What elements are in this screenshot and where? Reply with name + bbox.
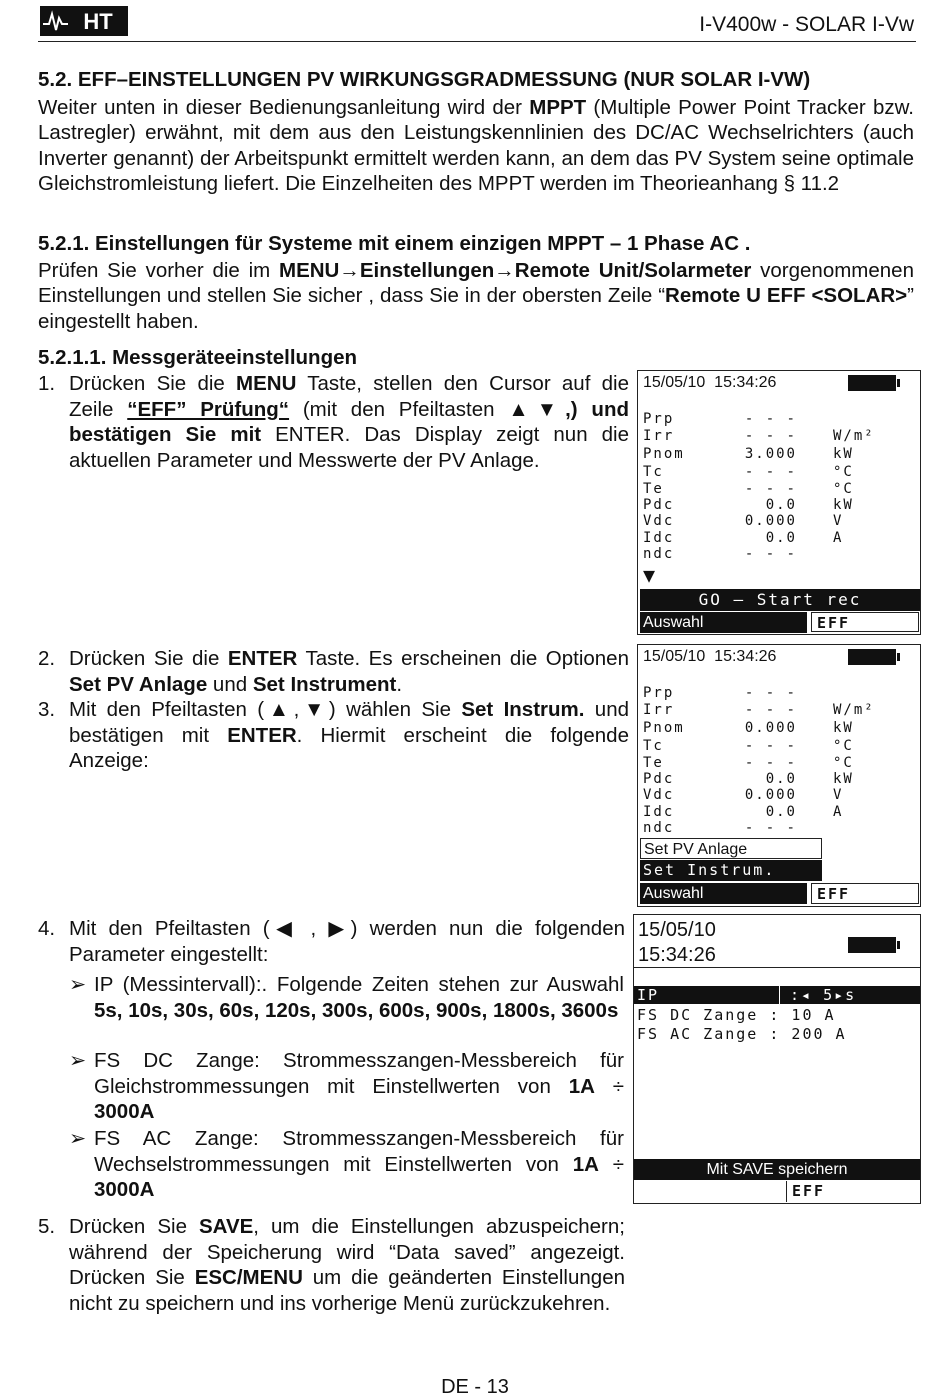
scroll-down-icon: ▼ (643, 563, 656, 587)
fs-ac-zange-row[interactable]: FS AC Zange : 200 A (637, 1025, 847, 1043)
bullet-arrow-icon: ➢ (69, 1049, 87, 1072)
header-divider (38, 41, 916, 42)
svg-text:HT: HT (83, 9, 113, 34)
instrument-display-3 (633, 914, 921, 1204)
intro-paragraph: Weiter unten in dieser Bedienungsanleitung wird der MPPT (Multiple Power Point Tracker bzw. Lastregler) erwähnt, mit dem aus den Leistungskennlinien des DC/AC Wechselrichters (auch Inverter genannt) der Arbeitspunkt ermittelt werden kann, an dem das PV System seine optimale Gleichstromleistung liefert. Die Einzelheiten des MPPT werden im Theorieanhang § 11.2 (38, 96, 914, 195)
battery-icon (848, 375, 896, 391)
bullet-ip: ➢ IP (Messintervall):. Folgende Zeiten stehen zur Auswahl 5s, 10s, 30s, 60s, 120s, 300s, 600s, 900s, 1800s, 3600s (69, 973, 624, 1022)
section-heading: 5.2. EFF–EINSTELLUNGEN PV WIRKUNGSGRADMESSUNG (NUR SOLAR I-VW) (38, 68, 811, 91)
step-1: 1. Drücken Sie die MENU Taste, stellen den Cursor auf die Zeile “EFF” Prüfung“ (mit den Pfeiltasten ▲▼,) und bestätigen Sie mit ENTER. Das Display zeigt nun die aktuellen Parameter und Messwerte der PV Anlage. (38, 372, 629, 472)
menu-option-set-pv-anlage[interactable]: Set PV Anlage (640, 838, 822, 859)
ip-label[interactable]: IP (634, 986, 779, 1004)
display-datetime: 15/05/10 15:34:26 (638, 919, 716, 966)
bullet-fs-dc: ➢ FS DC Zange: Strommesszangen-Messbereich für Gleichstrommessungen mit Einstellwerten von 1A ÷ 3000A (69, 1049, 624, 1124)
bullet-fs-ac: ➢ FS AC Zange: Strommesszangen-Messbereich für Wechselstrommessungen mit Einstellwerten von 1A ÷ 3000A (69, 1127, 624, 1202)
bullet-arrow-icon: ➢ (69, 1127, 87, 1150)
step-3: 3. Mit den Pfeiltasten (▲,▼) wählen Sie Set Instrum. und bestätigen mit ENTER. Hiermit erscheint die folgende Anzeige: (38, 698, 629, 773)
step-4: 4. Mit den Pfeiltasten (◀ , ▶) werden nun die folgenden Parameter eingestellt: (38, 917, 625, 966)
go-start-rec-bar[interactable]: GO – Start rec (640, 589, 920, 611)
eff-mode-label: EFF (811, 883, 919, 904)
subsection-heading: 5.2.1. Einstellungen für Systeme mit einem einzigen MPPT – 1 Phase AC . (38, 232, 751, 255)
check-paragraph: Prüfen Sie vorher die im MENU→Einstellungen→Remote Unit/Solarmeter vorgenommenen Einstellungen und stellen Sie sicher , dass Sie in der obersten Zeile “Remote U EFF <SOLAR>” eingestellt haben. (38, 259, 914, 333)
subsubsection-heading: 5.2.1.1. Messgeräteeinstellungen (38, 346, 358, 369)
instrument-display-2: 15/05/10 15:34:26 Prp - - - Irr - - - W/m² Pnom 0.000 kW Tc - - - °C Te - - - °C Pdc 0.0 kW Vdc 0.000 V Idc 0.0 A ndc - - - Set PV Anlage Set Instrum. Auswahl EFF (637, 644, 921, 907)
eff-mode-label: EFF (811, 612, 919, 632)
ht-logo (40, 6, 128, 36)
menu-option-set-instrum[interactable]: Set Instrum. (640, 860, 822, 881)
ip-value-selector[interactable]: :◂ 5▸s (780, 986, 920, 1004)
step-2: 2. Drücken Sie die ENTER Taste. Es erscheinen die Optionen Set PV Anlage und Set Instrument. (38, 647, 629, 696)
instrument-display-1: 15/05/10 15:34:26 Prp - - - Irr - - - W/m² Pnom 3.000 kW Tc - - - °C Te - - - °C Pdc 0.0 kW Vdc 0.000 V Idc 0.0 A ndc - - - ▼ GO – Start rec Auswahl EFF (637, 370, 921, 635)
eff-mode-label: EFF (786, 1181, 920, 1202)
bullet-arrow-icon: ➢ (69, 973, 87, 996)
step-5: 5. Drücken Sie SAVE, um die Einstellungen abzuspeichern; während der Speicherung wird “Data saved” angezeigt. Drücken Sie ESC/MENU um die geänderten Einstellungen nicht zu speichern und ins vorherige Menü zurückzukehren. (38, 1215, 625, 1315)
save-hint-bar: Mit SAVE speichern (634, 1159, 920, 1180)
battery-icon (848, 649, 896, 665)
document-title: I-V400w - SOLAR I-Vw (699, 13, 914, 36)
auswahl-label[interactable]: Auswahl (640, 612, 807, 633)
fs-dc-zange-row[interactable]: FS DC Zange : 10 A (637, 1006, 836, 1024)
page-number: DE - 13 (441, 1376, 509, 1398)
battery-icon (848, 937, 896, 953)
auswahl-label[interactable]: Auswahl (640, 883, 807, 904)
